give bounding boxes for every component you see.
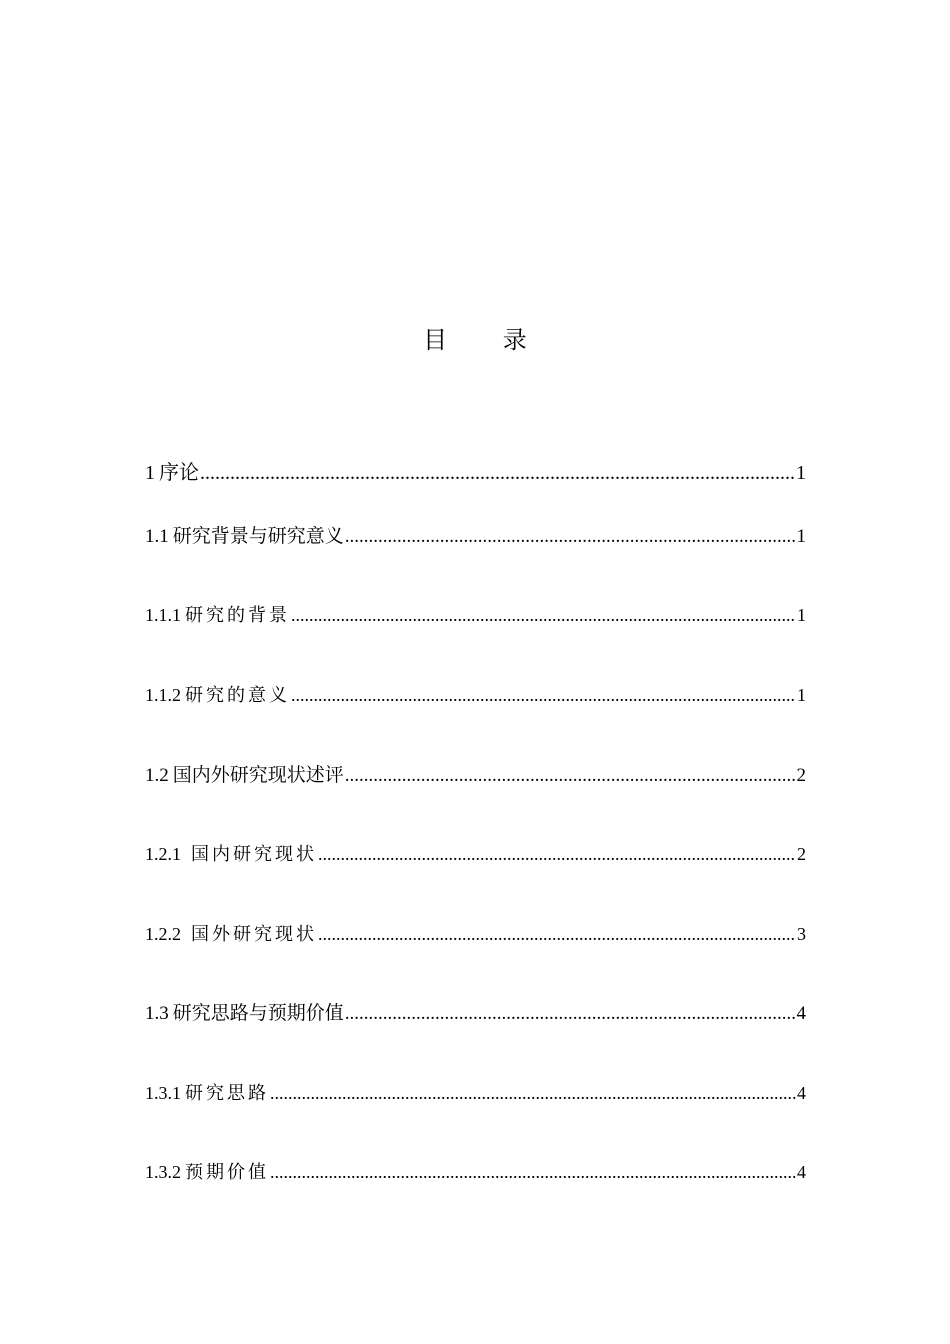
toc-entry[interactable] xyxy=(145,1079,806,1107)
toc-entry-label: 研究的背景 xyxy=(185,605,290,626)
toc-entry-page: 1 xyxy=(797,605,806,625)
toc-entry-label: 预期价值 xyxy=(185,1162,269,1183)
toc-entry-number: 1.1.2 xyxy=(145,685,181,705)
toc-entry-label: 研究思路与预期价值 xyxy=(172,1002,344,1024)
toc-entry-leader xyxy=(291,681,796,709)
toc-entry-page: 2 xyxy=(797,844,806,864)
toc-entry-leader xyxy=(200,459,795,487)
toc-entry-number: 1 xyxy=(145,462,155,484)
toc-entry-label: 研究背景与研究意义 xyxy=(172,525,344,547)
toc-entry-page: 4 xyxy=(797,1083,806,1103)
toc-entry-leader xyxy=(318,920,796,948)
toc-entry-page: 4 xyxy=(797,1162,806,1182)
toc-entry[interactable] xyxy=(145,601,806,629)
toc-entry-leader xyxy=(345,762,796,790)
toc-entry-page: 2 xyxy=(796,765,806,786)
toc-entry-leader xyxy=(345,1000,796,1028)
toc-entry-page: 4 xyxy=(796,1003,806,1024)
toc-entry-label: 序论 xyxy=(159,460,199,484)
toc-entry-label: 国内外研究现状述评 xyxy=(172,764,344,786)
toc-entry-label: 研究的意义 xyxy=(185,685,290,706)
toc-entry-label: 国外研究现状 xyxy=(191,924,317,945)
toc-entry-number: 1.1.1 xyxy=(145,605,181,625)
toc-entry[interactable] xyxy=(145,681,806,709)
toc-entry-leader xyxy=(270,1079,796,1107)
toc-entry-number: 1.1 xyxy=(145,526,169,547)
toc-entry-number: 1.3 xyxy=(145,1003,169,1024)
toc-entry[interactable] xyxy=(145,761,806,789)
toc-entry-page: 1 xyxy=(796,462,806,484)
toc-entry-label: 国内研究现状 xyxy=(191,844,317,865)
toc-title: 目 录 xyxy=(423,326,551,354)
toc-entry-number: 1.3.1 xyxy=(145,1083,181,1103)
toc-entry-leader xyxy=(270,1158,796,1186)
toc-entry-leader xyxy=(318,840,796,868)
toc-entry[interactable] xyxy=(145,920,806,948)
toc-entry-leader xyxy=(345,523,796,551)
toc-entry-label: 研究思路 xyxy=(185,1083,269,1104)
toc-entry[interactable] xyxy=(145,1158,806,1186)
toc-entry-page: 3 xyxy=(797,924,806,944)
toc-entry-number: 1.2.2 xyxy=(145,924,181,944)
toc-entry[interactable] xyxy=(145,840,806,868)
toc-entry[interactable] xyxy=(145,458,806,486)
toc-entry[interactable] xyxy=(145,522,806,550)
toc-entry-number: 1.3.2 xyxy=(145,1162,181,1182)
toc-entry-number: 1.2 xyxy=(145,765,169,786)
toc-entry[interactable] xyxy=(145,999,806,1027)
toc-entry-number: 1.2.1 xyxy=(145,844,181,864)
toc-entry-page: 1 xyxy=(796,526,806,547)
toc-entry-leader xyxy=(291,601,796,629)
toc-entry-page: 1 xyxy=(797,685,806,705)
